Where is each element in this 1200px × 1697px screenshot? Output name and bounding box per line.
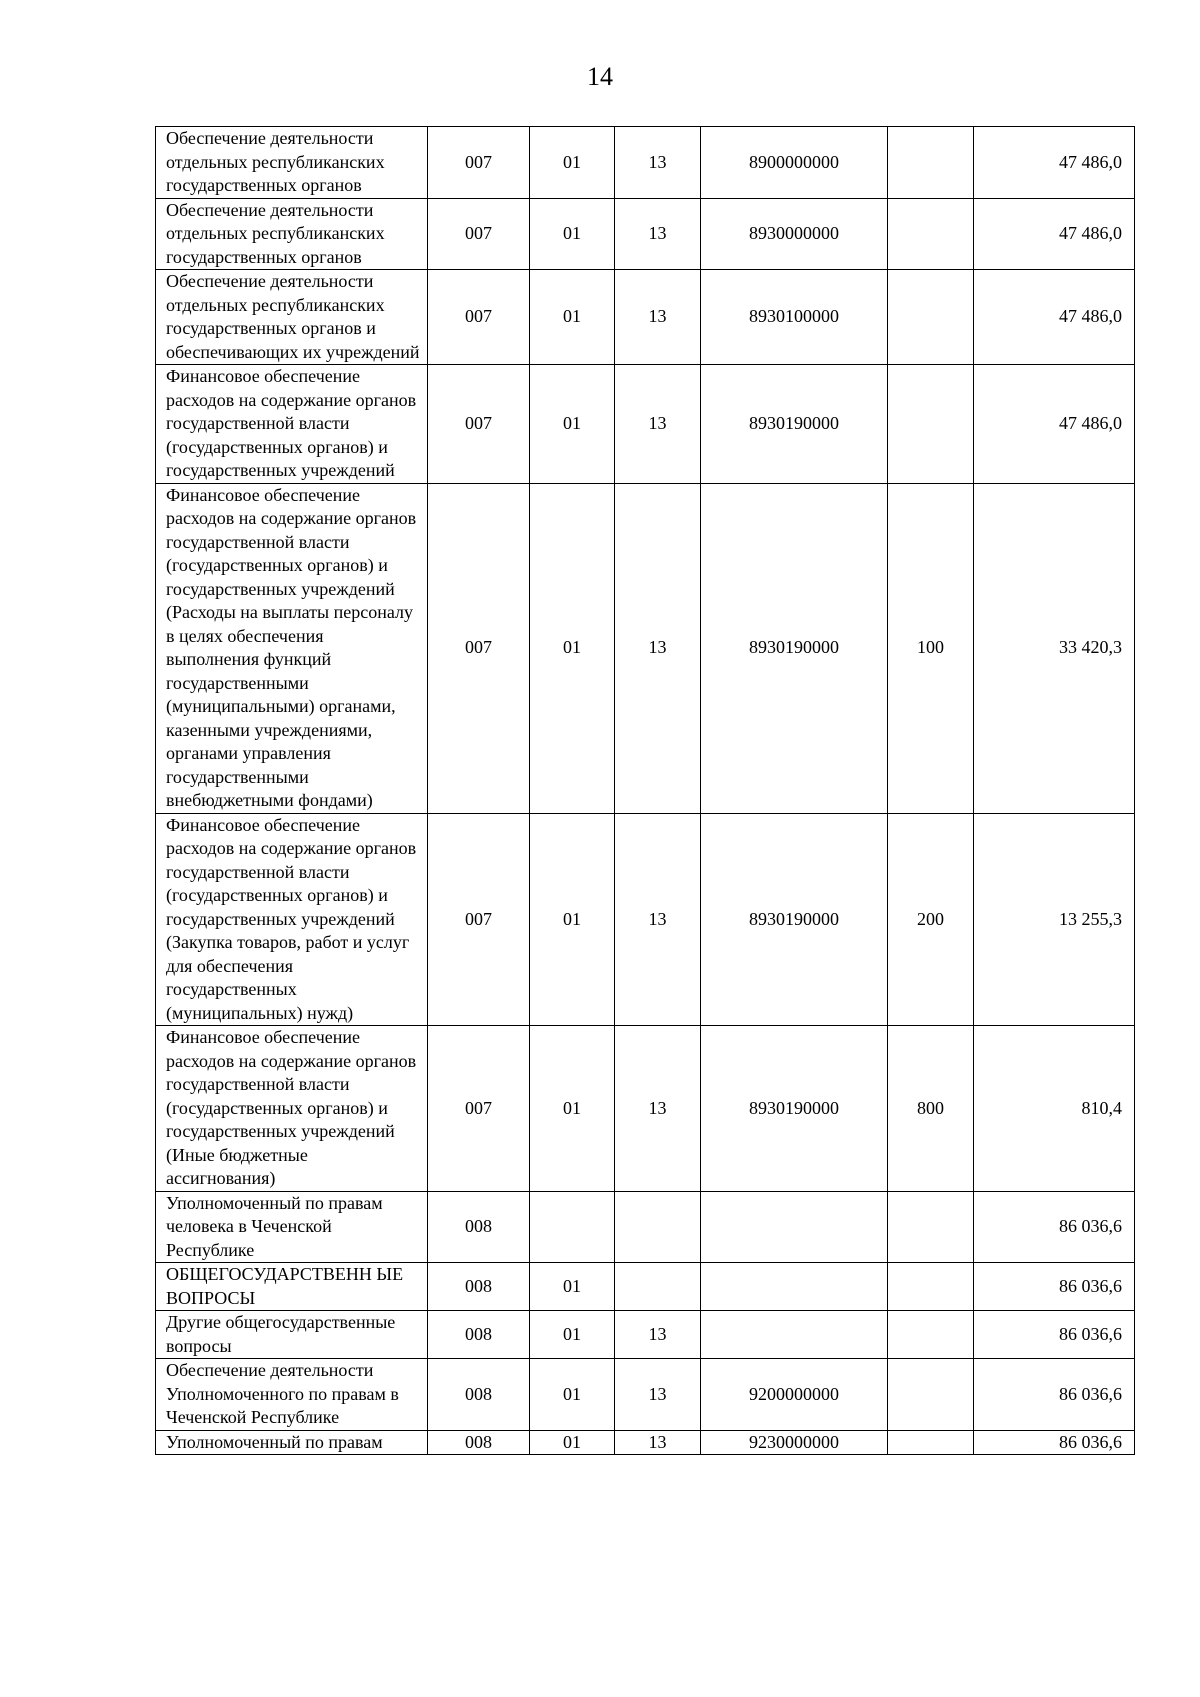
page-number: 14 bbox=[587, 62, 613, 91]
row-pr: 13 bbox=[615, 1359, 701, 1431]
row-grbs: 008 bbox=[428, 1191, 530, 1263]
row-name: Финансовое обеспечение расходов на содержание органов государственной власти (государственных органов) и государственных учреждений (Закупка товаров, работ и услуг для обеспечения государственных (муниципальных) нужд) bbox=[156, 813, 428, 1026]
row-name: Уполномоченный по правам bbox=[156, 1430, 428, 1455]
row-vr bbox=[888, 198, 974, 270]
row-vr bbox=[888, 270, 974, 365]
row-csr: 8930100000 bbox=[701, 270, 888, 365]
row-name: Финансовое обеспечение расходов на содержание органов государственной власти (государственных органов) и государственных учреждений (Иные бюджетные ассигнования) bbox=[156, 1026, 428, 1192]
row-rz: 01 bbox=[530, 127, 615, 199]
row-rz: 01 bbox=[530, 198, 615, 270]
row-vr: 200 bbox=[888, 813, 974, 1026]
row-pr: 13 bbox=[615, 270, 701, 365]
row-csr: 8900000000 bbox=[701, 127, 888, 199]
row-sum: 47 486,0 bbox=[974, 365, 1135, 484]
row-pr: 13 bbox=[615, 1026, 701, 1192]
row-pr bbox=[615, 1191, 701, 1263]
row-pr: 13 bbox=[615, 813, 701, 1026]
row-rz: 01 bbox=[530, 1430, 615, 1455]
row-csr: 8930190000 bbox=[701, 813, 888, 1026]
row-csr bbox=[701, 1263, 888, 1311]
table-row bbox=[156, 1191, 1135, 1263]
row-sum: 86 036,6 bbox=[974, 1359, 1135, 1431]
row-grbs: 008 bbox=[428, 1359, 530, 1431]
table-row bbox=[156, 198, 1135, 270]
row-csr bbox=[701, 1191, 888, 1263]
row-vr: 100 bbox=[888, 483, 974, 813]
row-rz: 01 bbox=[530, 1311, 615, 1359]
row-rz: 01 bbox=[530, 1359, 615, 1431]
row-sum: 13 255,3 bbox=[974, 813, 1135, 1026]
row-grbs: 007 bbox=[428, 127, 530, 199]
row-vr bbox=[888, 365, 974, 484]
row-rz: 01 bbox=[530, 1263, 615, 1311]
row-sum: 86 036,6 bbox=[974, 1430, 1135, 1455]
row-rz: 01 bbox=[530, 365, 615, 484]
row-vr bbox=[888, 1311, 974, 1359]
row-sum: 810,4 bbox=[974, 1026, 1135, 1192]
row-vr bbox=[888, 1430, 974, 1455]
table-row bbox=[156, 365, 1135, 484]
row-grbs: 008 bbox=[428, 1263, 530, 1311]
row-sum: 47 486,0 bbox=[974, 198, 1135, 270]
table-row bbox=[156, 127, 1135, 199]
table-row bbox=[156, 813, 1135, 1026]
row-sum: 33 420,3 bbox=[974, 483, 1135, 813]
row-vr bbox=[888, 1191, 974, 1263]
row-name: ОБЩЕГОСУДАРСТВЕНН ЫЕ ВОПРОСЫ bbox=[156, 1263, 428, 1311]
row-grbs: 007 bbox=[428, 270, 530, 365]
row-rz: 01 bbox=[530, 270, 615, 365]
row-pr bbox=[615, 1263, 701, 1311]
row-vr bbox=[888, 1359, 974, 1431]
row-name: Обеспечение деятельности отдельных республиканских государственных органов bbox=[156, 127, 428, 199]
table-row bbox=[156, 1026, 1135, 1192]
table-row bbox=[156, 1311, 1135, 1359]
row-sum: 47 486,0 bbox=[974, 127, 1135, 199]
row-vr: 800 bbox=[888, 1026, 974, 1192]
table-row bbox=[156, 483, 1135, 813]
row-pr: 13 bbox=[615, 483, 701, 813]
row-grbs: 007 bbox=[428, 483, 530, 813]
row-grbs: 008 bbox=[428, 1430, 530, 1455]
row-csr: 8930190000 bbox=[701, 483, 888, 813]
table-row bbox=[156, 1263, 1135, 1311]
row-name: Уполномоченный по правам человека в Чеченской Республике bbox=[156, 1191, 428, 1263]
row-grbs: 007 bbox=[428, 198, 530, 270]
row-rz bbox=[530, 1191, 615, 1263]
row-pr: 13 bbox=[615, 1430, 701, 1455]
row-sum: 86 036,6 bbox=[974, 1191, 1135, 1263]
row-vr bbox=[888, 127, 974, 199]
table-row bbox=[156, 1359, 1135, 1431]
row-name: Обеспечение деятельности отдельных республиканских государственных органов и обеспечивающих их учреждений bbox=[156, 270, 428, 365]
row-csr: 8930190000 bbox=[701, 365, 888, 484]
row-csr bbox=[701, 1311, 888, 1359]
row-grbs: 008 bbox=[428, 1311, 530, 1359]
row-name: Финансовое обеспечение расходов на содержание органов государственной власти (государственных органов) и государственных учреждений (Расходы на выплаты персоналу в целях обеспечения выполнения функций государственными (муниципальными) органами, казенными учреждениями, органами управления государственными внебюджетными фондами) bbox=[156, 483, 428, 813]
row-pr: 13 bbox=[615, 127, 701, 199]
row-sum: 86 036,6 bbox=[974, 1311, 1135, 1359]
row-name: Финансовое обеспечение расходов на содержание органов государственной власти (государственных органов) и государственных учреждений bbox=[156, 365, 428, 484]
table-row bbox=[156, 270, 1135, 365]
row-grbs: 007 bbox=[428, 1026, 530, 1192]
row-pr: 13 bbox=[615, 365, 701, 484]
row-name: Другие общегосударственные вопросы bbox=[156, 1311, 428, 1359]
row-grbs: 007 bbox=[428, 365, 530, 484]
row-name: Обеспечение деятельности Уполномоченного по правам в Чеченской Республике bbox=[156, 1359, 428, 1431]
row-sum: 47 486,0 bbox=[974, 270, 1135, 365]
budget-table bbox=[155, 126, 1135, 1455]
row-rz: 01 bbox=[530, 1026, 615, 1192]
row-sum: 86 036,6 bbox=[974, 1263, 1135, 1311]
row-grbs: 007 bbox=[428, 813, 530, 1026]
row-pr: 13 bbox=[615, 1311, 701, 1359]
row-csr: 9200000000 bbox=[701, 1359, 888, 1431]
row-vr bbox=[888, 1263, 974, 1311]
row-rz: 01 bbox=[530, 813, 615, 1026]
row-rz: 01 bbox=[530, 483, 615, 813]
row-csr: 8930190000 bbox=[701, 1026, 888, 1192]
row-csr: 8930000000 bbox=[701, 198, 888, 270]
row-pr: 13 bbox=[615, 198, 701, 270]
row-name: Обеспечение деятельности отдельных республиканских государственных органов bbox=[156, 198, 428, 270]
table-row bbox=[156, 1430, 1135, 1455]
row-csr: 9230000000 bbox=[701, 1430, 888, 1455]
